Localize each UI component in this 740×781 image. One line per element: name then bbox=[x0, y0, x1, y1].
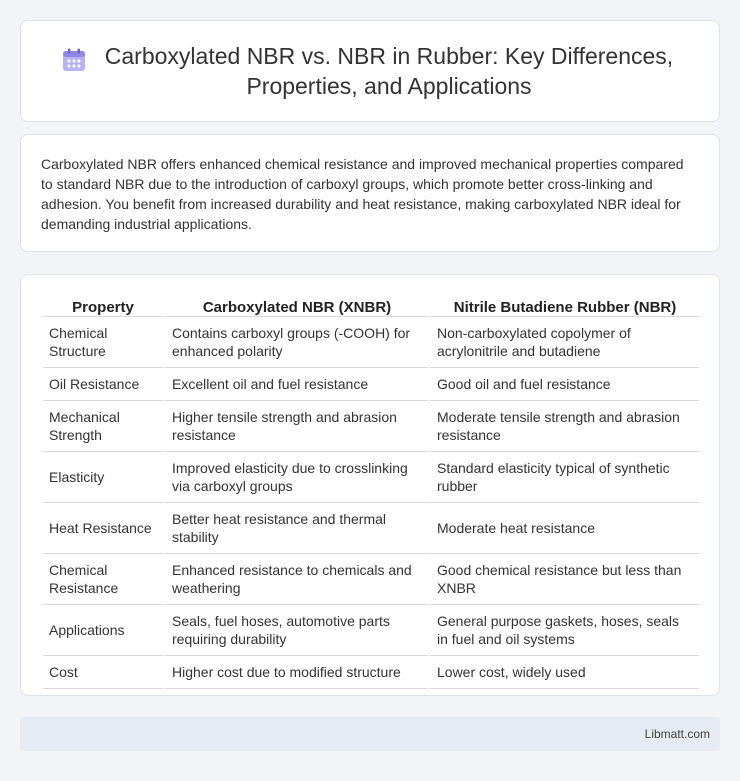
header-xnbr: Carboxylated NBR (XNBR) bbox=[163, 295, 428, 317]
header-property: Property bbox=[43, 295, 163, 317]
table-row bbox=[43, 503, 699, 554]
footer-brand-link[interactable]: Libmatt.com bbox=[644, 727, 710, 741]
property-cell: Chemical Resistance bbox=[43, 554, 163, 605]
xnbr-cell: Higher tensile strength and abrasion resistance bbox=[163, 401, 428, 452]
property-cell: Oil Resistance bbox=[43, 368, 163, 401]
property-cell: Chemical Structure bbox=[43, 317, 163, 368]
title-card bbox=[20, 20, 720, 122]
xnbr-cell: Seals, fuel hoses, automotive parts requiring durability bbox=[163, 605, 428, 656]
nbr-cell: General purpose gaskets, hoses, seals in fuel and oil systems bbox=[428, 605, 699, 656]
calendar-icon bbox=[61, 47, 87, 73]
comparison-table-card bbox=[20, 274, 720, 696]
table-row bbox=[43, 452, 699, 503]
xnbr-cell: Higher cost due to modified structure bbox=[163, 656, 428, 689]
nbr-cell: Moderate heat resistance bbox=[428, 503, 699, 554]
header-nbr: Nitrile Butadiene Rubber (NBR) bbox=[428, 295, 699, 317]
table-header-row bbox=[43, 295, 699, 317]
nbr-cell: Non-carboxylated copolymer of acrylonitrile and butadiene bbox=[428, 317, 699, 368]
nbr-cell: Moderate tensile strength and abrasion resistance bbox=[428, 401, 699, 452]
comparison-table bbox=[43, 295, 699, 689]
title-wrap bbox=[61, 41, 679, 101]
table-row bbox=[43, 401, 699, 452]
xnbr-cell: Improved elasticity due to crosslinking via carboxyl groups bbox=[163, 452, 428, 503]
intro-card bbox=[20, 134, 720, 252]
property-cell: Cost bbox=[43, 656, 163, 689]
xnbr-cell: Better heat resistance and thermal stability bbox=[163, 503, 428, 554]
table-row bbox=[43, 605, 699, 656]
xnbr-cell: Excellent oil and fuel resistance bbox=[163, 368, 428, 401]
property-cell: Heat Resistance bbox=[43, 503, 163, 554]
page-title: Carboxylated NBR vs. NBR in Rubber: Key Differences, Properties, and Applications bbox=[104, 43, 674, 99]
property-cell: Applications bbox=[43, 605, 163, 656]
intro-paragraph: Carboxylated NBR offers enhanced chemical resistance and improved mechanical properties compared to standard NBR due to the introduction of carboxyl groups, which promote better cross-linking and adhesion. You benefit from increased durability and heat resistance, making carboxylated NBR ideal for demanding industrial applications. bbox=[41, 156, 684, 232]
nbr-cell: Good oil and fuel resistance bbox=[428, 368, 699, 401]
table-row bbox=[43, 317, 699, 368]
table-row bbox=[43, 368, 699, 401]
property-cell: Elasticity bbox=[43, 452, 163, 503]
xnbr-cell: Contains carboxyl groups (-COOH) for enhanced polarity bbox=[163, 317, 428, 368]
xnbr-cell: Enhanced resistance to chemicals and weathering bbox=[163, 554, 428, 605]
footer bbox=[20, 717, 720, 751]
nbr-cell: Standard elasticity typical of synthetic rubber bbox=[428, 452, 699, 503]
nbr-cell: Lower cost, widely used bbox=[428, 656, 699, 689]
nbr-cell: Good chemical resistance but less than XNBR bbox=[428, 554, 699, 605]
property-cell: Mechanical Strength bbox=[43, 401, 163, 452]
table-row bbox=[43, 554, 699, 605]
table-row bbox=[43, 656, 699, 689]
